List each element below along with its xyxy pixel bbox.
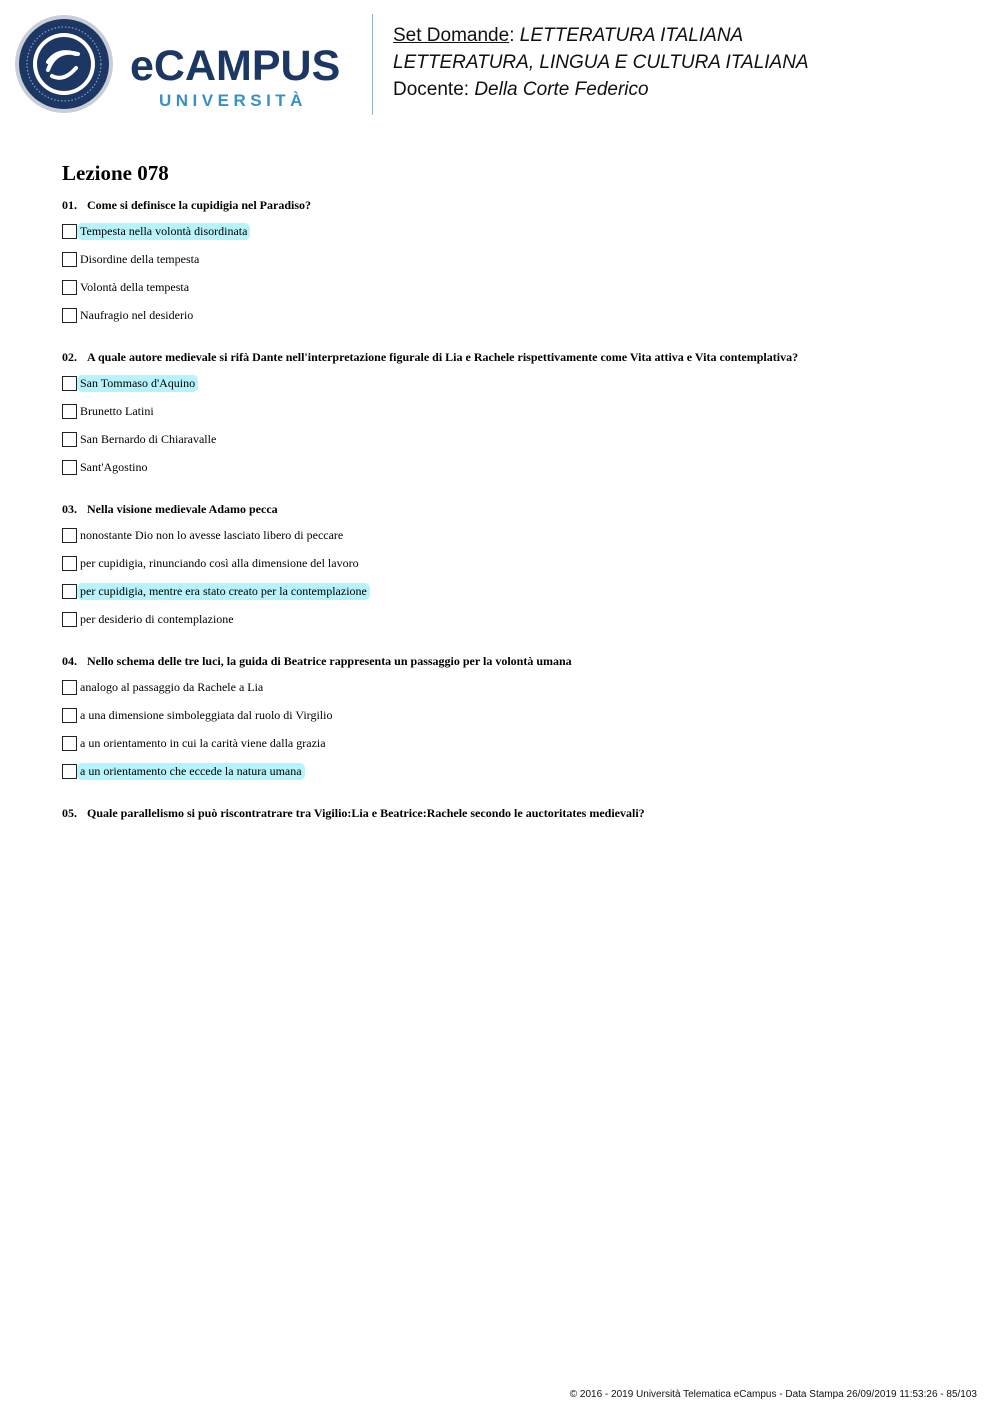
page-header: [0, 0, 1000, 130]
question-block: [62, 500, 962, 652]
answer-option[interactable]: [62, 763, 962, 791]
answer-option[interactable]: [62, 707, 962, 735]
answer-text: nonostante Dio non lo avesse lasciato libero di peccare: [80, 528, 344, 542]
answer-checkbox[interactable]: [62, 528, 77, 543]
answer-option[interactable]: [62, 555, 962, 583]
teacher-name: Della Corte Federico: [474, 79, 649, 100]
answer-checkbox[interactable]: [62, 556, 77, 571]
header-divider: [372, 14, 373, 115]
answer-checkbox[interactable]: [62, 404, 77, 419]
answer-checkbox[interactable]: [62, 308, 77, 323]
question-text: [62, 196, 962, 214]
question-text: [62, 500, 962, 518]
answer-option[interactable]: [62, 279, 962, 307]
answer-text: Naufragio nel desiderio: [80, 308, 194, 322]
answer-text: Brunetto Latini: [80, 404, 154, 418]
answer-list: [62, 223, 962, 335]
answer-text: Volontà della tempesta: [80, 280, 190, 294]
question-block: [62, 804, 962, 822]
answer-checkbox[interactable]: [62, 584, 77, 599]
answer-checkbox[interactable]: [62, 460, 77, 475]
answer-checkbox[interactable]: [62, 252, 77, 267]
answer-option[interactable]: [62, 375, 962, 403]
answer-text-highlighted: per cupidigia, mentre era stato creato per la contemplazione: [77, 583, 370, 600]
header-info: [393, 22, 809, 103]
set-line: Set Domande: LETTERATURA ITALIANA: [393, 25, 744, 46]
svg-text:eCAMPUS: eCAMPUS: [130, 42, 341, 90]
question-label: Come si definisce la cupidigia nel Paradiso?: [87, 198, 312, 212]
answer-checkbox[interactable]: [62, 736, 77, 751]
answer-text: San Bernardo di Chiaravalle: [80, 432, 217, 446]
course-name: LETTERATURA, LINGUA E CULTURA ITALIANA: [393, 52, 809, 73]
answer-text-highlighted: a un orientamento che eccede la natura umana: [77, 763, 305, 780]
answer-checkbox[interactable]: [62, 764, 77, 779]
answer-list: [62, 679, 962, 791]
question-spacer: [62, 335, 962, 348]
answer-checkbox[interactable]: [62, 280, 77, 295]
question-number: 02.: [62, 350, 77, 364]
teacher-label: Docente:: [393, 79, 470, 100]
ecampus-logo: [14, 14, 359, 114]
svg-text:UNIVERSITÀ: UNIVERSITÀ: [159, 91, 307, 110]
question-block: [62, 348, 962, 500]
answer-text: per desiderio di contemplazione: [80, 612, 234, 626]
answer-option[interactable]: [62, 735, 962, 763]
answer-option[interactable]: [62, 679, 962, 707]
question-text: [62, 348, 962, 366]
answer-checkbox[interactable]: [62, 708, 77, 723]
teacher-line: [393, 76, 809, 103]
question-label: Quale parallelismo si può riscontratrare tra Vigilio:Lia e Beatrice:Rachele secondo le auctoritates medievali?: [87, 806, 645, 820]
answer-text: Sant'Agostino: [80, 460, 148, 474]
question-text: [62, 652, 962, 670]
answer-checkbox[interactable]: [62, 612, 77, 627]
answer-list: [62, 375, 962, 487]
answer-text-highlighted: San Tommaso d'Aquino: [77, 375, 198, 392]
answer-option[interactable]: [62, 459, 962, 487]
answer-text: a un orientamento in cui la carità viene dalla grazia: [80, 736, 326, 750]
answer-option[interactable]: [62, 403, 962, 431]
answer-checkbox[interactable]: [62, 224, 77, 239]
answer-option[interactable]: [62, 527, 962, 555]
question-block: [62, 652, 962, 804]
course-line: [393, 49, 809, 76]
answer-option[interactable]: [62, 431, 962, 459]
question-block: [62, 196, 962, 348]
answer-text: per cupidigia, rinunciando così alla dimensione del lavoro: [80, 556, 359, 570]
answer-option[interactable]: [62, 223, 962, 251]
question-spacer: [62, 487, 962, 500]
question-number: 03.: [62, 502, 77, 516]
answer-option[interactable]: [62, 583, 962, 611]
set-label: Set Domande: [393, 25, 510, 46]
answer-checkbox[interactable]: [62, 376, 77, 391]
answer-text: Disordine della tempesta: [80, 252, 200, 266]
answer-text-highlighted: Tempesta nella volontà disordinata: [77, 223, 250, 240]
question-label: Nella visione medievale Adamo pecca: [87, 502, 278, 516]
question-text: [62, 804, 962, 822]
answer-text: analogo al passaggio da Rachele a Lia: [80, 680, 264, 694]
question-list: [62, 196, 962, 822]
set-value: LETTERATURA ITALIANA: [519, 25, 744, 46]
page-footer: © 2016 - 2019 Università Telematica eCampus - Data Stampa 26/09/2019 11:53:26 - 85/103: [569, 1389, 977, 1400]
question-number: 05.: [62, 806, 77, 820]
question-number: 04.: [62, 654, 77, 668]
answer-checkbox[interactable]: [62, 432, 77, 447]
lesson-title: Lezione 078: [62, 161, 169, 185]
answer-list: [62, 527, 962, 639]
answer-option[interactable]: [62, 251, 962, 279]
answer-option[interactable]: [62, 307, 962, 335]
question-label: A quale autore medievale si rifà Dante nell'interpretazione figurale di Lia e Rachele rispettivamente come Vita attiva e Vita contemplativa?: [87, 350, 799, 364]
question-label: Nello schema delle tre luci, la guida di Beatrice rappresenta un passaggio per la volontà umana: [87, 654, 572, 668]
answer-option[interactable]: [62, 611, 962, 639]
question-spacer: [62, 791, 962, 804]
question-spacer: [62, 639, 962, 652]
question-number: 01.: [62, 198, 77, 212]
answer-checkbox[interactable]: [62, 680, 77, 695]
answer-text: a una dimensione simboleggiata dal ruolo di Virgilio: [80, 708, 333, 722]
